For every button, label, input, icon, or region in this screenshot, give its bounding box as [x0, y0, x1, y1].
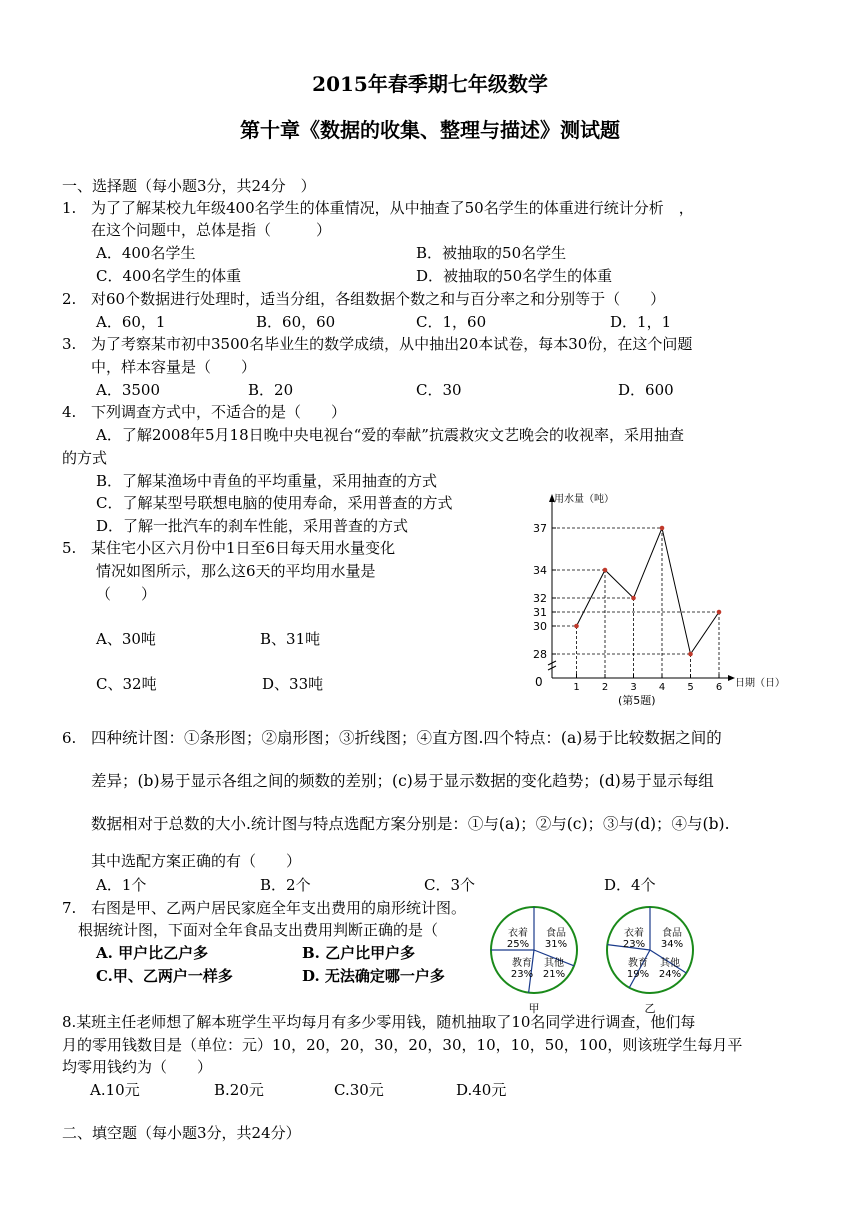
- option-c: C.30元: [334, 1081, 384, 1099]
- pie-chart-yi: [600, 902, 700, 1014]
- option-d: D．被抽取的50名学生的体重: [416, 267, 613, 285]
- question-text: 差异；(b)易于显示各组之间的频数的差别；(c)易于显示数据的变化趋势；(d)易于显示每组: [91, 772, 714, 790]
- chart-x-tick-label: 1: [573, 682, 580, 693]
- pie-chart-jia: [484, 902, 584, 1014]
- chart-y-tick-label: 30: [533, 620, 547, 633]
- chart-data-point: [688, 652, 693, 657]
- question-number: 3.: [62, 335, 77, 353]
- chart-data-point: [603, 568, 608, 573]
- option-d: D.40元: [456, 1081, 507, 1099]
- option-d: D．了解一批汽车的刹车性能，采用普查的方式: [96, 517, 409, 535]
- pie-slice-label: 衣着: [624, 928, 644, 939]
- pie-slice-label: 其他: [660, 958, 680, 969]
- pie-slice-percent: 24%: [658, 969, 682, 980]
- pie-slice-percent: 21%: [542, 969, 566, 980]
- chart-data-point: [717, 610, 722, 615]
- question-text: 数据相对于总数的大小.统计图与特点选配方案分别是：①与(a)；②与(c)；③与(d)；④与(b).: [91, 815, 730, 833]
- option-d: D．1，1: [610, 313, 672, 331]
- pie-slice-percent: 23%: [622, 939, 646, 950]
- question-text: 根据统计图，下面对全年食品支出费用判断正确的是（: [78, 921, 439, 939]
- chart-x-tick-label: 6: [715, 682, 723, 693]
- chart-x-axis-label: 日期（日）: [735, 678, 785, 689]
- option-a: A. 甲户比乙户多: [96, 944, 209, 962]
- question-text: 为了考察某市初中3500名毕业生的数学成绩，从中抽出20本试卷，每本30份，在这个问题: [91, 335, 693, 353]
- option-b: B．20: [248, 381, 294, 399]
- pie-slice-label: 教育: [512, 958, 532, 969]
- pie-slice-label: 食品: [662, 928, 682, 939]
- question-text: 对60个数据进行处理时，适当分组，各组数据个数之和与百分率之和分别等于（ ）: [91, 290, 666, 308]
- question-number: 6.: [62, 729, 77, 747]
- page-subtitle: 第十章《数据的收集、整理与描述》测试题: [240, 118, 620, 142]
- pie-slice-label: 其他: [544, 958, 564, 969]
- option-a-continued: 的方式: [62, 449, 108, 467]
- option-a: A．了解2008年5月18日晚中央电视台“爱的奉献”抗震救灾文艺晚会的收视率，采用抽查: [96, 426, 684, 444]
- pie-slice-label: 教育: [628, 958, 648, 969]
- page-title: 2015年春季期七年级数学: [312, 72, 548, 96]
- option-b: B．了解某渔场中青鱼的平均重量，采用抽查的方式: [96, 472, 438, 490]
- chart-caption: (第5题): [618, 694, 656, 707]
- chart-x-tick-label: 5: [687, 682, 694, 693]
- option-c: C．了解某型号联想电脑的使用寿命，采用普查的方式: [96, 494, 453, 512]
- option-b: B．60，60: [256, 313, 336, 331]
- question-text: 中，样本容量是（ ）: [91, 358, 257, 376]
- option-c: C．30: [416, 381, 462, 399]
- pie-slice-percent: 19%: [626, 969, 650, 980]
- chart-y-tick-label: 32: [533, 592, 547, 605]
- option-a: A．3500: [96, 381, 161, 399]
- question-text: 右图是甲、乙两户居民家庭全年支出费用的扇形统计图。: [91, 899, 467, 917]
- question-text: 四种统计图：①条形图；②扇形图；③折线图；④直方图.四个特点：(a)易于比较数据之间的: [91, 729, 722, 747]
- section-heading: 二、填空题（每小题3分，共24分）: [62, 1124, 301, 1142]
- pie-slice-label: 衣着: [508, 928, 528, 939]
- chart-y-tick-label: 34: [533, 564, 547, 577]
- pie-chart-name: 甲: [528, 1002, 540, 1014]
- pie-slice-percent: 25%: [506, 939, 530, 950]
- chart-data-point: [660, 526, 665, 531]
- chart-origin-label: 0: [535, 675, 543, 689]
- chart-data-point: [574, 624, 579, 629]
- chart-series-line: [577, 528, 720, 654]
- chart-y-tick-label: 37: [533, 522, 547, 535]
- option-d: D. 无法确定哪一户多: [302, 967, 445, 985]
- pie-slice-percent: 23%: [510, 969, 534, 980]
- option-c: C．1，60: [416, 313, 487, 331]
- chart-y-tick-label: 28: [533, 648, 547, 661]
- pie-slice-label: 食品: [546, 928, 566, 939]
- question-text: 8.某班主任老师想了解本班学生平均每月有多少零用钱，随机抽取了10名同学进行调查，他们每: [62, 1013, 696, 1031]
- chart-data-point: [631, 596, 636, 601]
- option-b: B、31吨: [260, 630, 321, 648]
- option-c: C．400名学生的体重: [96, 267, 242, 285]
- question-number: 1.: [62, 199, 77, 217]
- option-a: A.10元: [90, 1081, 140, 1099]
- question-text: 均零用钱约为（ ）: [62, 1058, 213, 1076]
- chart-x-tick-label: 4: [658, 682, 666, 693]
- option-a: A．60，1: [96, 313, 166, 331]
- water-usage-chart: [520, 488, 790, 716]
- pie-slice-percent: 31%: [544, 939, 568, 950]
- option-d: D、33吨: [262, 675, 324, 693]
- question-text: 下列调查方式中，不适合的是（ ）: [91, 403, 347, 421]
- chart-y-axis-label: 用水量（吨）: [554, 494, 614, 505]
- option-a: A．1个: [96, 876, 147, 894]
- question-number: 2.: [62, 290, 77, 308]
- option-c: C．3个: [424, 876, 476, 894]
- option-a: A．400名学生: [96, 244, 196, 262]
- pie-slice-percent: 34%: [660, 939, 684, 950]
- question-text: 在这个问题中，总体是指（ ）: [91, 221, 332, 239]
- question-text: 情况如图所示，那么这6天的平均用水量是: [96, 562, 376, 580]
- chart-x-axis-arrow: [728, 675, 735, 681]
- chart-x-tick-label: 2: [601, 682, 609, 693]
- option-d: D．600: [618, 381, 674, 399]
- option-b: B．被抽取的50名学生: [416, 244, 567, 262]
- option-c: C、32吨: [96, 675, 157, 693]
- question-text: 某住宅小区六月份中1日至6日每天用水量变化: [91, 539, 396, 557]
- option-b: B.20元: [214, 1081, 264, 1099]
- question-text: （ ）: [96, 585, 157, 603]
- option-d: D．4个: [604, 876, 656, 894]
- chart-x-tick-label: 3: [630, 682, 637, 693]
- option-c: C.甲、乙两户一样多: [96, 967, 233, 985]
- question-number: 5.: [62, 539, 77, 557]
- chart-y-tick-label: 31: [533, 606, 547, 619]
- option-a: A、30吨: [96, 630, 156, 648]
- section-heading: 一、选择题（每小题3分，共24分 ）: [62, 177, 316, 195]
- option-b: B. 乙户比甲户多: [302, 944, 416, 962]
- option-b: B．2个: [260, 876, 311, 894]
- question-number: 7.: [62, 899, 77, 917]
- question-text: 为了了解某校九年级400名学生的体重情况，从中抽查了50名学生的体重进行统计分析 ，: [91, 199, 694, 217]
- question-text: 月的零用钱数目是（单位：元）10，20，20，30，20，30，10，10，50，100，则该班学生每月平: [62, 1036, 743, 1054]
- question-number: 4.: [62, 403, 77, 421]
- pie-chart-name: 乙: [644, 1002, 656, 1014]
- question-text: 其中选配方案正确的有（ ）: [91, 852, 302, 870]
